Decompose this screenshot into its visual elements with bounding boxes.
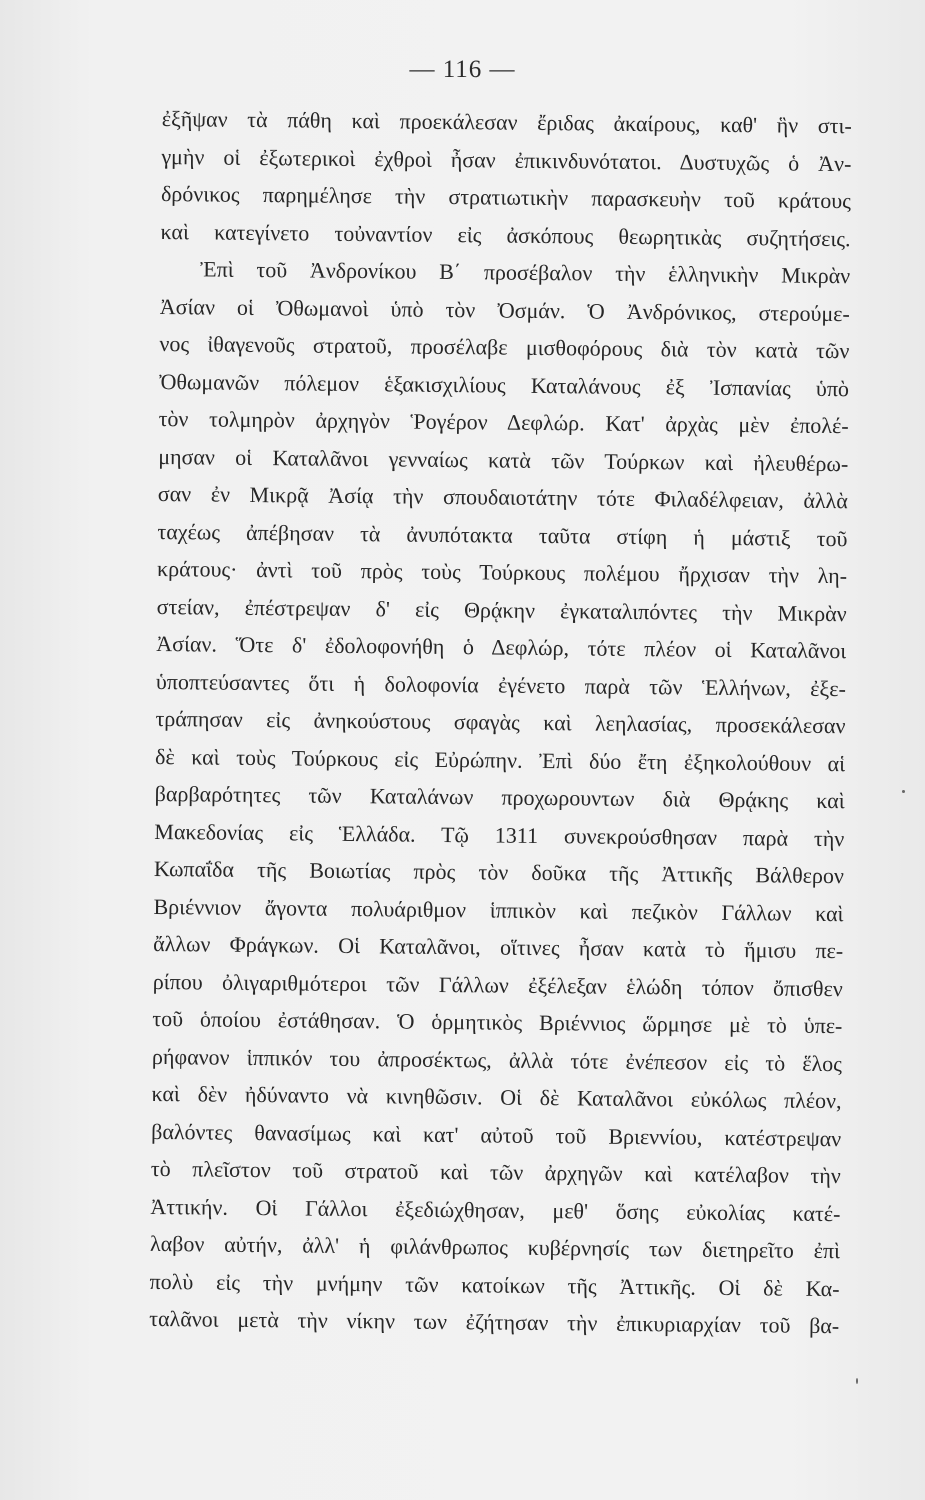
text-line-30: Ἀττικήν. Οἱ Γάλλοι ἐξεδιώχθησαν, μεθ' ὅσης εὐκολίας κατέ- bbox=[150, 1193, 841, 1226]
text-line-22: Βριέννιον ἄγοντα πολυάριθμον ἱππικὸν καὶ πεζικὸν Γάλλων καὶ bbox=[153, 893, 844, 926]
text-line-6: Ἀσίαν οἱ Ὀθωμανοὶ ὑπὸ τὸν Ὀσμάν. Ὁ Ἀνδρόνικος, στερούμε- bbox=[159, 293, 850, 326]
text-line-9: τὸν τολμηρὸν ἀρχηγὸν Ῥογέρον Δεφλώρ. Κατ' ἀρχὰς μὲν ἐπολέ- bbox=[158, 405, 849, 439]
page-number: — 116 — bbox=[409, 56, 516, 83]
text-line-18: δὲ καὶ τοὺς Τούρκους εἰς Εὐρώπην. Ἐπὶ δύο ἔτη ἐξηκολούθουν αἱ bbox=[154, 743, 846, 776]
text-line-21: Κωπαΐδα τῆς Βοιωτίας πρὸς τὸν δοῦκα τῆς Ἀττικῆς Βάλθερον bbox=[153, 855, 845, 889]
text-line-19: βαρβαρότητες τῶν Καταλάνων προχωρουντων διὰ Θρᾴκης καὶ bbox=[154, 780, 845, 814]
text-line-20: Μακεδονίας εἰς Ἑλλάδα. Τῷ 1311 συνεκρούσθησαν παρὰ τὴν bbox=[154, 818, 845, 851]
text-line-28: βαλόντες θανασίμως καὶ κατ' αὐτοῦ τοῦ Βριεννίου, κατέστρεψαν bbox=[151, 1118, 842, 1151]
text-line-31: λαβον αὐτήν, ἀλλ' ἡ φιλάνθρωπος κυβέρνησίς των διετηρεῖτο ἐπὶ bbox=[149, 1230, 841, 1264]
text-line-1: ἐξῆψαν τὰ πάθη καὶ προεκάλεσαν ἔριδας ἀκαίρους, καθ' ἣν στι- bbox=[161, 105, 852, 139]
paper-speck bbox=[856, 1378, 858, 1384]
text-line-25: τοῦ ὁποίου ἐστάθησαν. Ὁ ὁρμητικὸς Βριέννιος ὥρμησε μὲ τὸ ὑπε- bbox=[152, 1005, 843, 1039]
text-line-27: καὶ δὲν ἠδύναντο νὰ κινηθῶσιν. Οἱ δὲ Καταλᾶνοι εὐκόλως πλέον, bbox=[151, 1080, 842, 1114]
text-line-13: κράτους· ἀντὶ τοῦ πρὸς τοὺς Τούρκους πολέμου ἤρχισαν τὴν λη- bbox=[156, 555, 848, 589]
text-line-14: στείαν, ἐπέστρεψαν δ' εἰς Θρᾴκην ἐγκαταλιπόντες τὴν Μικρὰν bbox=[156, 593, 847, 626]
text-line-3: δρόνικος παρημέλησε τὴν στρατιωτικὴν παρασκευὴν τοῦ κράτους bbox=[160, 180, 852, 214]
text-line-11: σαν ἐν Μικρᾷ Ἀσίᾳ τὴν σπουδαιοτάτην τότε Φιλαδέλφειαν, ἀλλὰ bbox=[157, 480, 848, 514]
text-line-7: νος ἰθαγενοῦς στρατοῦ, προσέλαβε μισθοφόρους διὰ τὸν κατὰ τῶν bbox=[159, 330, 850, 364]
text-line-24: ρίπου ὀλιγαριθμότεροι τῶν Γάλλων ἐξέλεξαν ἑλώδη τόπον ὄπισθεν bbox=[152, 968, 843, 1001]
text-line-15: Ἀσίαν. Ὅτε δ' ἐδολοφονήθη ὁ Δεφλώρ, τότε πλέον οἱ Καταλᾶνοι bbox=[156, 630, 847, 664]
text-line-26: ρήφανον ἱππικόν του ἀπροσέκτως, ἀλλὰ τότε ἐνέπεσον εἰς τὸ ἕλος bbox=[151, 1043, 843, 1076]
text-line-10: μησαν οἱ Καταλᾶνοι γενναίως κατὰ τῶν Τούρκων καὶ ἠλευθέρω- bbox=[158, 443, 849, 476]
text-line-16: ὑποπτεύσαντες ὅτι ἡ δολοφονία ἐγένετο παρὰ τῶν Ἑλλήνων, ἐξε- bbox=[155, 668, 847, 701]
paper-speck bbox=[902, 790, 905, 793]
text-line-2: γμὴν οἱ ἐξωτερικοὶ ἐχθροὶ ἦσαν ἐπικινδυνότατοι. Δυστυχῶς ὁ Ἀν- bbox=[161, 143, 852, 176]
text-line-5: Ἐπὶ τοῦ Ἀνδρονίκου Β΄ προσέβαλον τὴν ἑλληνικὴν Μικρὰν bbox=[200, 256, 851, 289]
text-line-17: τράπησαν εἰς ἀνηκούστους σφαγὰς καὶ λεηλασίας, προσεκάλεσαν bbox=[155, 705, 846, 739]
text-line-12: ταχέως ἀπέβησαν τὰ ἀνυπότακτα ταῦτα στίφη ἡ μάστιξ τοῦ bbox=[157, 518, 848, 551]
text-line-32: πολὺ εἰς τὴν μνήμην τῶν κατοίκων τῆς Ἀττικῆς. Οἱ δὲ Κα- bbox=[149, 1268, 840, 1301]
text-line-8: Ὀθωμανῶν πόλεμον ἑξακισχιλίους Καταλάνους ἐξ Ἰσπανίας ὑπὸ bbox=[158, 368, 850, 401]
text-line-4: καὶ κατεγίνετο τοὐναντίον εἰς ἀσκόπους θεωρητικὰς συζητήσεις. bbox=[160, 218, 851, 251]
text-line-33: ταλᾶνοι μετὰ τὴν νίκην των ἐζήτησαν τὴν ἐπικυριαρχίαν τοῦ βα- bbox=[149, 1305, 840, 1339]
text-line-23: ἄλλων Φράγκων. Οἱ Καταλᾶνοι, οἵτινες ἦσαν κατὰ τὸ ἥμισυ πε- bbox=[153, 930, 844, 964]
body-text bbox=[149, 100, 852, 1345]
text-line-29: τὸ πλεῖστον τοῦ στρατοῦ καὶ τῶν ἀρχηγῶν καὶ κατέλαβον τὴν bbox=[150, 1155, 841, 1189]
